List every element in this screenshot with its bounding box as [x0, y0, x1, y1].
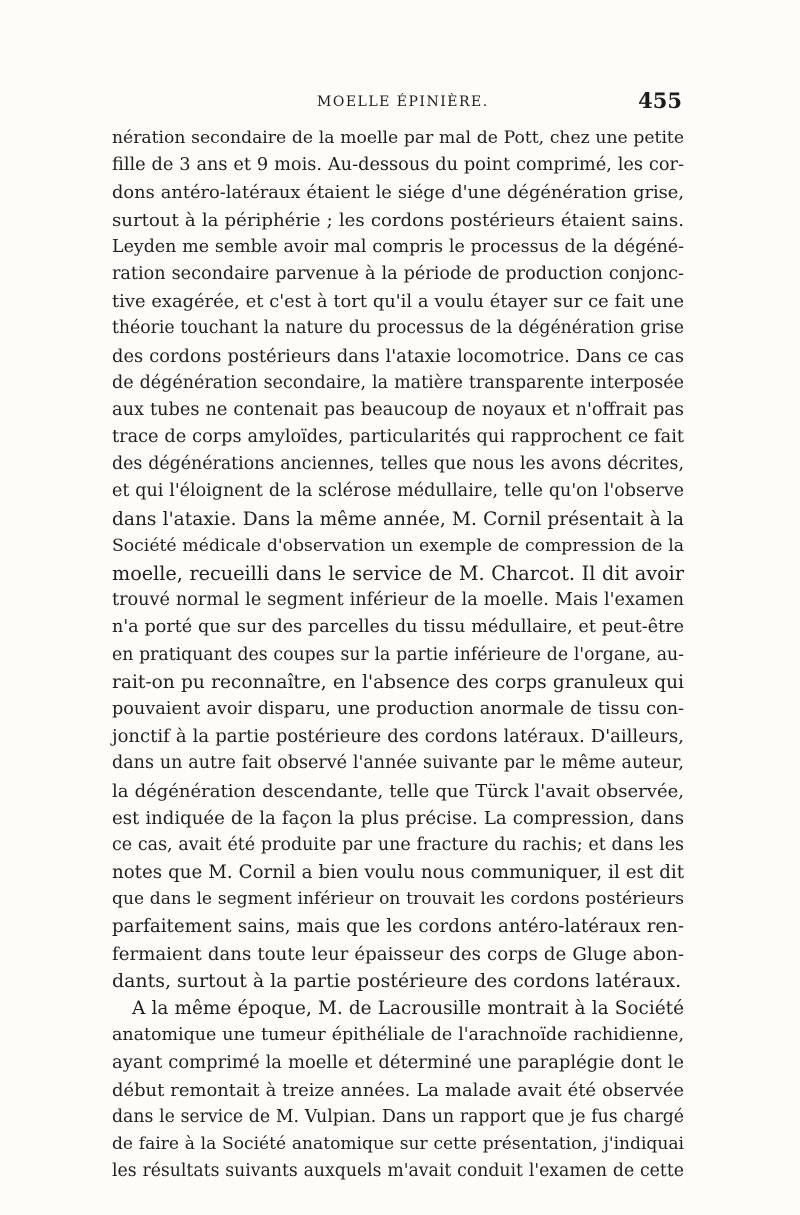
running-title: MOELLE ÉPINIÈRE.	[317, 94, 489, 110]
text-line: dons antéro-latéraux étaient le siége d'une dégénération grise,	[112, 182, 684, 204]
text-line: anatomique une tumeur épithéliale de l'arachnoïde rachidienne,	[112, 1025, 684, 1046]
text-line: pouvaient avoir disparu, une production anormale de tissu con-	[112, 698, 684, 719]
text-line: trouvé normal le segment inférieur de la moelle. Mais l'examen	[112, 590, 684, 611]
text-line: Leyden me semble avoir mal compris le processus de la dégéné-	[112, 236, 684, 257]
body-text	[112, 125, 684, 1185]
text-line: ration secondaire parvenue à la période de production conjonc-	[112, 263, 684, 284]
text-line: dans le service de M. Vulpian. Dans un rapport que je fus chargé	[112, 1106, 684, 1127]
text-line: moelle, recueilli dans le service de M. Charcot. Il dit avoir	[112, 562, 684, 585]
text-line: notes que M. Cornil a bien voulu nous communiquer, il est dit	[112, 862, 684, 884]
text-line: des dégénérations anciennes, telles que nous les avons décrites,	[112, 454, 684, 475]
text-line: que dans le segment inférieur on trouvait les cordons postérieurs	[112, 889, 684, 910]
text-line: théorie touchant la nature du processus de la dégénération grise	[112, 318, 684, 339]
text-line: dans l'ataxie. Dans la même année, M. Cornil présentait à la	[112, 508, 684, 530]
text-line: et qui l'éloignent de la sclérose médullaire, telle qu'on l'observe	[112, 481, 684, 502]
paragraph-2	[112, 995, 684, 1185]
text-line: est indiquée de la façon la plus précise. La compression, dans	[112, 807, 684, 829]
text-line: fermaient dans toute leur épaisseur des corps de Gluge abon-	[112, 943, 684, 965]
text-line: en pratiquant des coupes sur la partie inférieure de l'organe, au-	[112, 644, 684, 665]
text-line: dants, surtout à la partie postérieure des cordons latéraux.	[112, 969, 682, 992]
text-line: aux tubes ne contenait pas beaucoup de noyaux et n'offrait pas	[112, 399, 684, 420]
text-line: des cordons postérieurs dans l'ataxie locomotrice. Dans ce cas	[112, 345, 684, 367]
text-line: jonctif à la partie postérieure des cordons latéraux. D'ailleurs,	[112, 726, 684, 748]
text-line: dans un autre fait observé l'année suivante par le même auteur,	[112, 753, 684, 774]
text-line: parfaitement sains, mais que les cordons antéro-latéraux ren-	[112, 916, 684, 938]
text-line: A la même époque, M. de Lacrousille montrait à la Société	[132, 998, 684, 1019]
text-line: la dégénération descendante, telle que Türck l'avait observée,	[112, 780, 684, 802]
text-line: Société médicale d'observation un exemple de compression de la	[112, 535, 684, 556]
text-line: surtout à la périphérie ; les cordons postérieurs étaient sains.	[112, 209, 684, 231]
text-line: tive exagérée, et c'est à tort qu'il a voulu étayer sur ce fait une	[112, 291, 684, 313]
text-line: les résultats suivants auxquels m'avait conduit l'examen de cette	[112, 1161, 684, 1182]
paragraph-1	[112, 125, 684, 995]
text-line: trace de corps amyloïdes, particularités qui rapprochent ce fait	[112, 427, 684, 448]
text-line: ce cas, avait été produite par une fracture du rachis; et dans les	[112, 834, 684, 855]
text-line: fille de 3 ans et 9 mois. Au-dessous du point comprimé, les cor-	[112, 155, 684, 176]
text-line: début remontait à treize années. La malade avait été observée	[112, 1079, 684, 1101]
text-line: de faire à la Société anatomique sur cette présentation, j'indiquai	[112, 1133, 684, 1154]
text-line: nération secondaire de la moelle par mal de Pott, chez une petite	[112, 128, 684, 148]
page-header	[112, 88, 682, 118]
text-line: n'a porté que sur des parcelles du tissu médullaire, et peut-être	[112, 617, 684, 638]
text-line: ayant comprimé la moelle et déterminé une paraplégie dont le	[112, 1052, 684, 1074]
page-number: 455	[638, 88, 682, 113]
text-line: rait-on pu reconnaître, en l'absence des corps granuleux qui	[112, 671, 684, 693]
text-line: de dégénération secondaire, la matière transparente interposée	[112, 372, 684, 393]
